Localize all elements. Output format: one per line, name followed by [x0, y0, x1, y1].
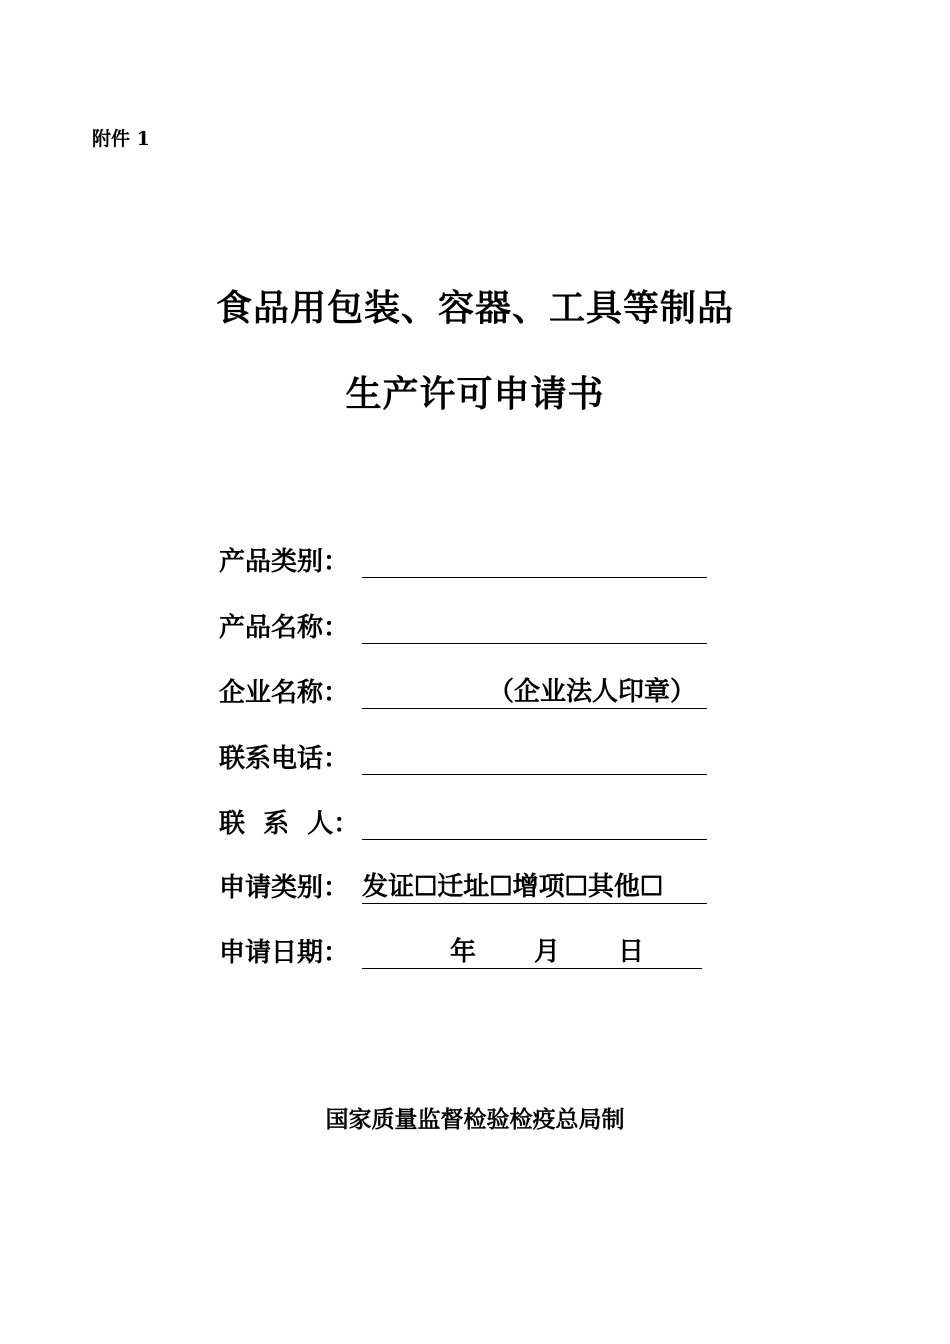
- company-seal-note: （企业法人印章）: [488, 677, 697, 707]
- attachment-label: 附件 1: [92, 128, 150, 150]
- application-type-label: 申请类别：: [219, 873, 350, 903]
- issuer-text: 国家质量监督检验检疫总局制: [325, 1106, 625, 1133]
- application-date-row: [219, 929, 702, 969]
- contact-row: [219, 800, 707, 840]
- date-month: 月: [534, 937, 561, 967]
- application-date-field[interactable]: [362, 936, 702, 969]
- company-name-label: 企业名称：: [219, 678, 350, 708]
- phone-row: [219, 735, 707, 775]
- date-year: 年: [450, 937, 477, 967]
- document-title-line2: 生产许可申请书: [345, 373, 605, 415]
- product-name-row: [219, 604, 707, 644]
- application-type-row: [219, 864, 707, 904]
- phone-field[interactable]: [362, 742, 707, 775]
- product-category-field[interactable]: [362, 545, 707, 578]
- product-category-row: [219, 538, 707, 578]
- company-name-field[interactable]: [362, 676, 707, 709]
- company-name-row: [219, 669, 707, 709]
- product-name-field[interactable]: [362, 611, 707, 644]
- date-day: 日: [618, 937, 645, 967]
- product-category-label: 产品类别：: [219, 547, 350, 577]
- phone-label: 联系电话：: [219, 744, 350, 774]
- product-name-label: 产品名称：: [219, 613, 350, 643]
- application-type-options[interactable]: 发证☐迁址☐增项☐其他☐: [362, 871, 707, 904]
- application-date-label: 申请日期：: [219, 938, 350, 968]
- document-title-line1: 食品用包装、容器、工具等制品: [215, 287, 734, 329]
- contact-field[interactable]: [362, 807, 707, 840]
- contact-label: 联 系 人：: [219, 809, 360, 839]
